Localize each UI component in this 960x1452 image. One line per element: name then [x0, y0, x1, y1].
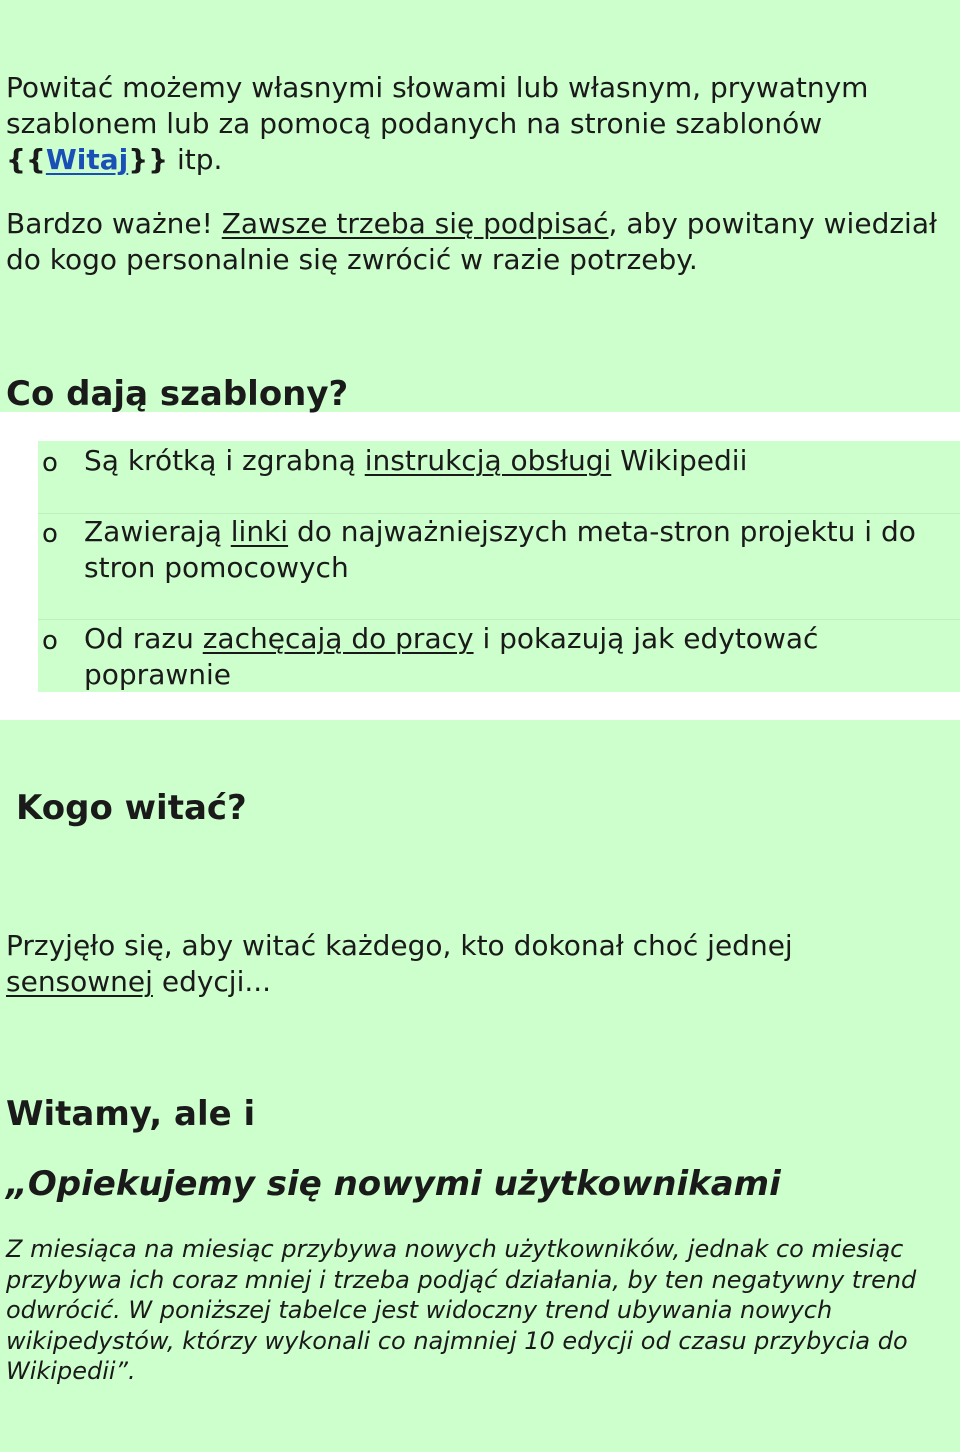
divider [38, 619, 960, 620]
template-brace-open: {{ [6, 143, 46, 176]
instruction-link[interactable]: instrukcją obsługi [364, 444, 612, 477]
section3-subheading: „Opiekujemy się nowymi użytkownikami [6, 1164, 781, 1204]
intro-paragraph [6, 70, 946, 178]
intro-block [0, 0, 960, 412]
important-paragraph [6, 206, 946, 278]
section1-heading: Co dają szablony? [6, 374, 349, 414]
template-brace-close: }} [128, 143, 169, 176]
quote-paragraph: Z miesiąca na miesiąc przybywa nowych użytkowników, jednak co miesiąc przybywa ich coraz mniej i trzeba podjąć działania, by ten negatywny trend odwrócić. W poniższej tabelce jest widoczny trend ubywania nowych wikipedystów, którzy wykonali co najmniej 10 edycji od czasu przybycia do Wikipedii”. [6, 1235, 917, 1385]
important-rest: , aby powitany wiedział do kogo personalnie się zwrócić w razie potrzeby. [6, 207, 937, 276]
bullet-icon: o [42, 448, 58, 478]
intro-etc: itp. [168, 143, 223, 176]
sign-link[interactable]: Zawsze trzeba się podpisać [221, 207, 609, 240]
section3-heading: Witamy, ale i [6, 1094, 256, 1134]
witaj-template-link[interactable]: Witaj [45, 143, 129, 176]
intro-text: Powitać możemy własnymi słowami lub własnym, prywatnym szablonem lub za pomocą podanych na stronie szablonów [6, 71, 869, 140]
links-link[interactable]: linki [230, 515, 289, 548]
encourage-work-link[interactable]: zachęcają do pracy [202, 622, 474, 655]
bullet-icon: o [42, 519, 58, 549]
bullet-icon: o [42, 626, 58, 656]
section2-paragraph: Przyjęło się, aby witać każdego, kto dokonał choć jednej sensownej edycji... [6, 929, 793, 998]
list-item-text: Od razu zachęcają do pracy i pokazują jak edytować poprawnie [84, 622, 819, 691]
important-lead: Bardzo ważne! [6, 207, 222, 240]
lower-block [0, 720, 960, 1452]
bullet-list [38, 441, 960, 692]
section2-heading: Kogo witać? [16, 788, 247, 828]
list-item-text: Są krótką i zgrabną instrukcją obsługi Wikipedii [84, 444, 748, 477]
sensible-edit-link[interactable]: sensownej [6, 965, 153, 998]
list-item-text: Zawierają linki do najważniejszych meta-stron projektu i do stron pomocowych [84, 515, 916, 584]
